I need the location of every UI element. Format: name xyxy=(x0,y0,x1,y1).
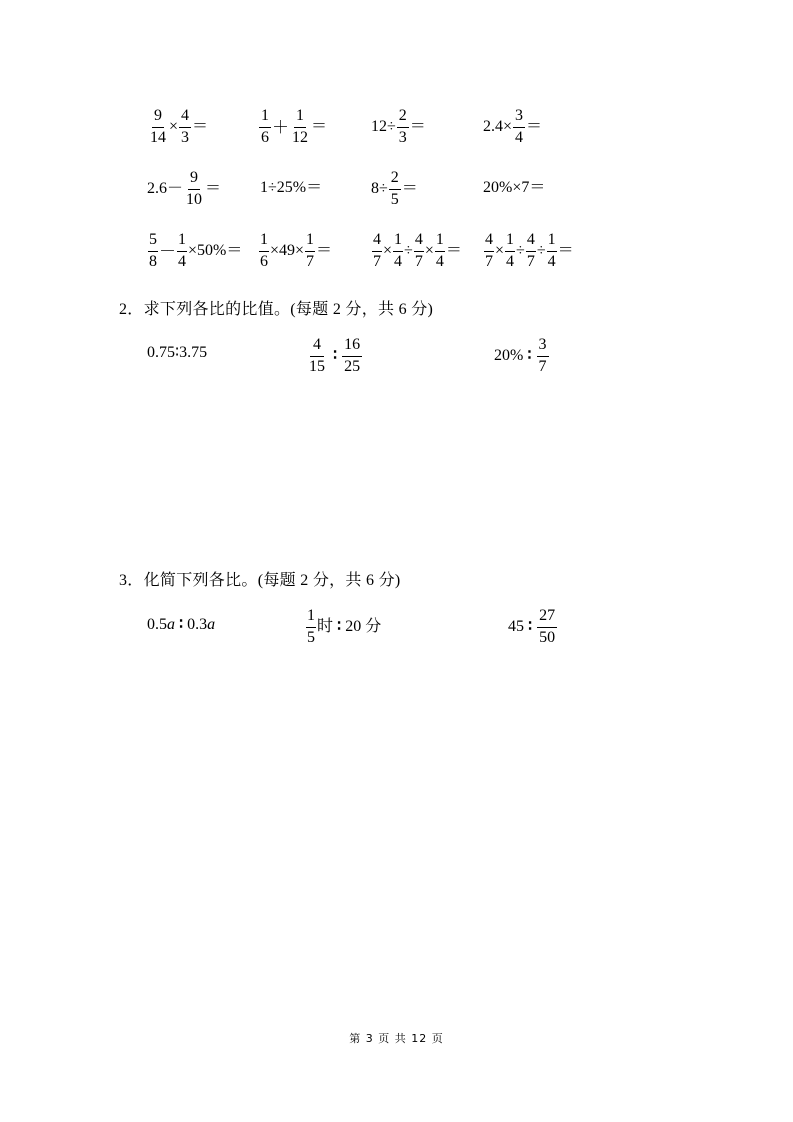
page-number-footer: 第 3 页 共 12 页 xyxy=(349,1032,444,1045)
fraction: $\frac{1}{4}$ xyxy=(547,231,556,270)
calc-item-2-4: 20%×7＝ xyxy=(483,179,546,196)
fraction: $\frac{4}{7}$ xyxy=(526,231,535,270)
fraction: $\frac{1}{5}$ xyxy=(307,607,315,646)
fraction: $\frac{4}{15}$ xyxy=(309,336,325,375)
calc-item-1-1: $\frac{9}{14}$ × $\frac{4}{3}$ ＝ xyxy=(150,107,209,146)
calc-item-2-2: 1÷25%＝ xyxy=(260,179,323,196)
fraction: $\frac{4}{7}$ xyxy=(373,231,381,270)
calc-item-3-4: $\frac{4}{7}$ × $\frac{1}{4}$ ÷ $\frac{4}{7}$ ÷ $\frac{1}{4}$ ＝ xyxy=(485,231,574,270)
fraction: $\frac{2}{3}$ xyxy=(398,107,407,146)
calc-item-3-3: $\frac{4}{7}$ × $\frac{1}{4}$ ÷ $\frac{4}{7}$ × $\frac{1}{4}$ ＝ xyxy=(373,231,462,270)
fraction: $\frac{4}{7}$ xyxy=(485,231,493,270)
fraction: $\frac{1}{4}$ xyxy=(506,231,515,270)
fraction: $\frac{9}{10}$ xyxy=(186,169,203,208)
fraction: $\frac{4}{7}$ xyxy=(414,231,423,270)
calc-item-2-1: 2.6－ $\frac{9}{10}$ ＝ xyxy=(147,169,222,208)
calc-item-2-3: 8÷ $\frac{2}{5}$ ＝ xyxy=(371,169,418,208)
fraction: $\frac{16}{25}$ xyxy=(344,336,361,375)
ratio-item-2-1: 0.75∶3.75 xyxy=(147,344,208,361)
calc-item-1-2: $\frac{1}{6}$ ＋ $\frac{1}{12}$ ＝ xyxy=(261,107,328,146)
fraction: $\frac{27}{50}$ xyxy=(539,607,556,646)
fraction: $\frac{4}{3}$ xyxy=(181,107,190,146)
fraction: $\frac{1}{4}$ xyxy=(394,231,403,270)
ratio-item-3-2: $\frac{1}{5}$ 时 ∶ 20 分 xyxy=(307,607,382,646)
fraction: $\frac{2}{5}$ xyxy=(390,169,399,208)
ratio-item-3-3: 45 ∶ $\frac{27}{50}$ xyxy=(508,607,556,646)
fraction: $\frac{3}{7}$ xyxy=(538,336,547,375)
fraction: $\frac{1}{7}$ xyxy=(306,231,315,270)
fraction: $\frac{9}{14}$ xyxy=(150,107,166,146)
section-2-heading: 2．求下列各比的比值。(每题 2 分，共 6 分) xyxy=(119,301,434,318)
fraction: $\frac{1}{12}$ xyxy=(292,107,308,146)
fraction: $\frac{3}{4}$ xyxy=(515,107,524,146)
calc-item-1-3: 12÷ $\frac{2}{3}$ ＝ xyxy=(371,107,426,146)
calc-item-3-1: $\frac{5}{8}$ － $\frac{1}{4}$ ×50%＝ xyxy=(149,231,243,270)
fraction: $\frac{1}{6}$ xyxy=(261,107,269,146)
calc-item-1-4: 2.4× $\frac{3}{4}$ ＝ xyxy=(483,107,543,146)
section-3-heading: 3．化简下列各比。(每题 2 分，共 6 分) xyxy=(119,572,401,589)
ratio-item-2-2: $\frac{4}{15}$ ∶ $\frac{16}{25}$ xyxy=(305,337,363,376)
fraction: $\frac{5}{8}$ xyxy=(149,231,157,270)
calc-item-3-2: $\frac{1}{6}$ ×49× $\frac{1}{7}$ ＝ xyxy=(260,231,333,270)
ratio-item-2-3: 20% ∶ $\frac{3}{7}$ xyxy=(494,336,547,375)
fraction: $\frac{1}{4}$ xyxy=(435,231,444,270)
fraction: $\frac{1}{4}$ xyxy=(178,231,186,270)
ratio-item-3-1: 0.5 a ∶ 0.3 a xyxy=(147,616,216,633)
fraction: $\frac{1}{6}$ xyxy=(260,231,268,270)
